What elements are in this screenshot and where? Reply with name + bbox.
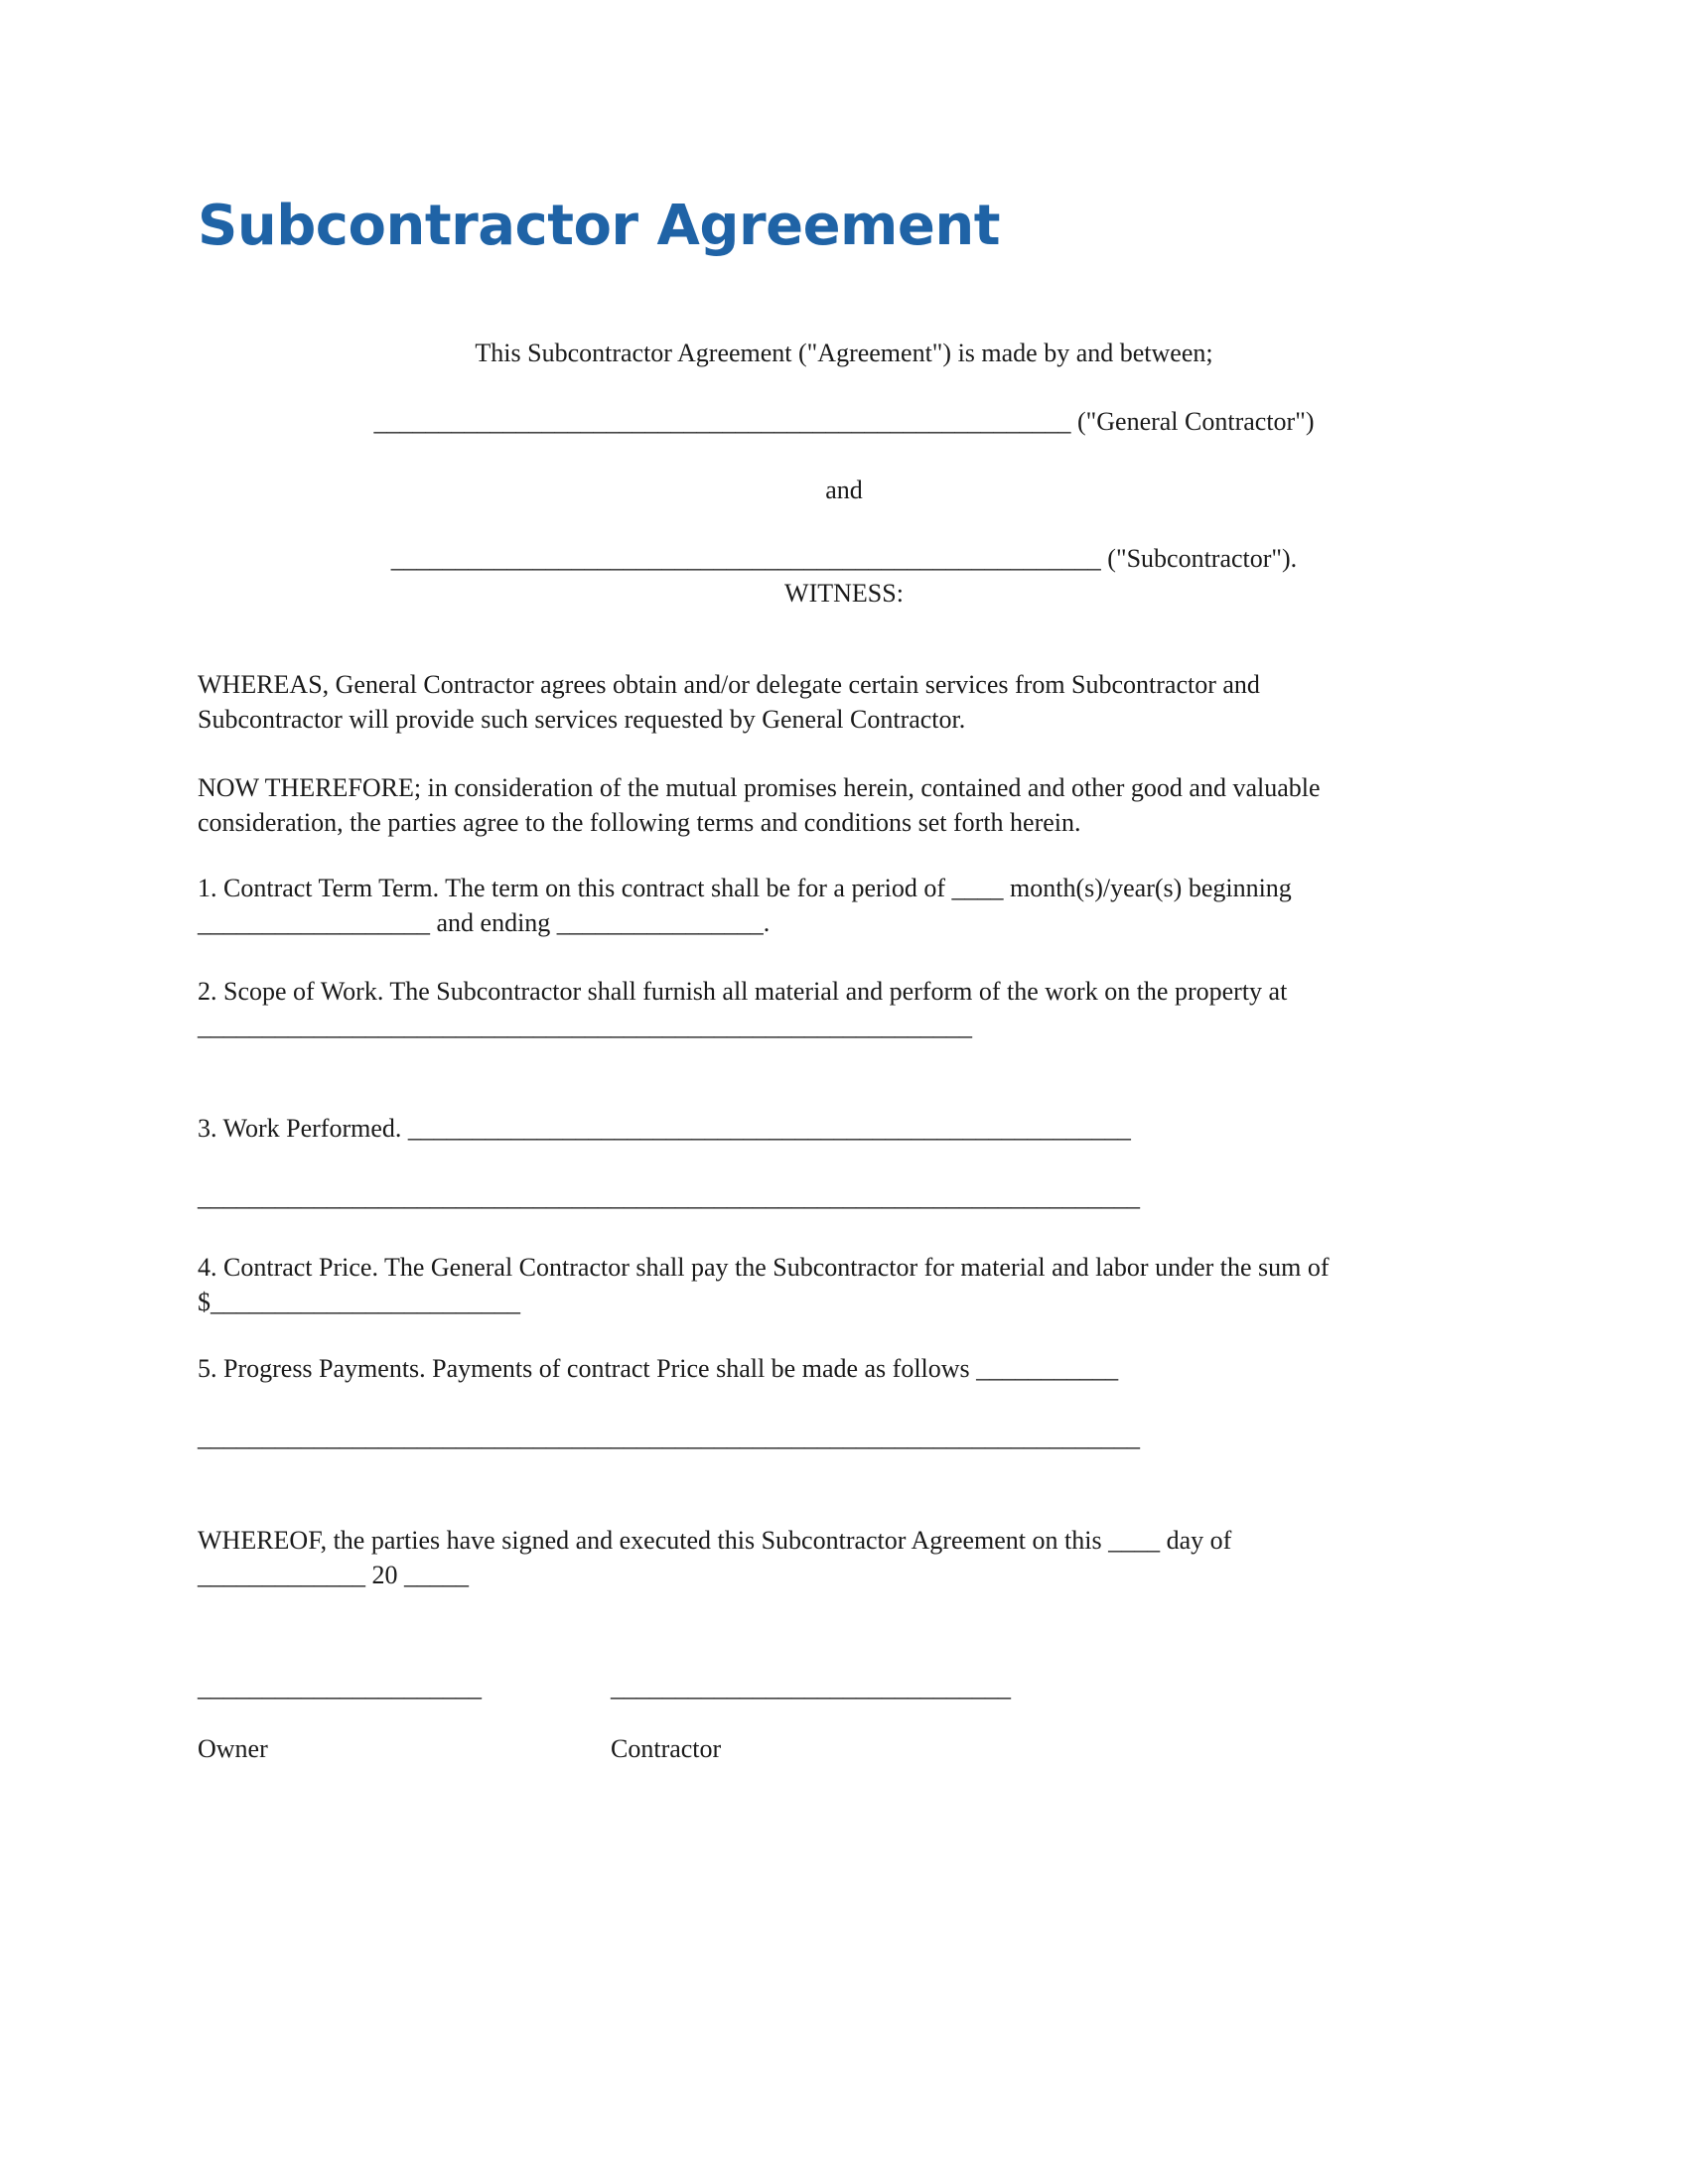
section-1-line-1: 1. Contract Term Term. The term on this contract shall be for a period of ____ month(s)/year(s) beginning (198, 874, 1292, 902)
subcontractor-blank: _______________________________________________________ ("Subcontractor"). (390, 544, 1298, 573)
witness-heading: WITNESS: (784, 579, 904, 608)
section-4-line-2: $________________________ (198, 1288, 520, 1316)
contractor-signature-line: _______________________________ (611, 1673, 1011, 1702)
section-2-line-1: 2. Scope of Work. The Subcontractor shall furnish all material and perform of the work on the property at (198, 977, 1288, 1006)
owner-label: Owner (198, 1734, 268, 1763)
contractor-label: Contractor (611, 1734, 722, 1763)
intro-text: This Subcontractor Agreement ("Agreement") is made by and between; (475, 339, 1213, 367)
whereof-line-1: WHEREOF, the parties have signed and executed this Subcontractor Agreement on this ____ day of (198, 1526, 1232, 1555)
section-4-line-1: 4. Contract Price. The General Contractor shall pay the Subcontractor for material and labor under the sum of (198, 1253, 1330, 1282)
now-therefore-line-2: consideration, the parties agree to the following terms and conditions set forth herein. (198, 808, 1081, 837)
section-1-line-2: __________________ and ending ________________. (198, 908, 771, 937)
general-contractor-blank: ______________________________________________________ ("General Contractor") (373, 407, 1315, 436)
whereas-paragraph-line-2: Subcontractor will provide such services requested by General Contractor. (198, 705, 966, 734)
and-text: and (825, 476, 863, 504)
owner-signature-line: ______________________ (198, 1673, 482, 1702)
section-3-line-2: _________________________________________________________________________ (198, 1182, 1140, 1211)
document-title: Subcontractor Agreement (198, 194, 1001, 258)
section-2-line-2: ____________________________________________________________ (198, 1012, 972, 1040)
section-5-line-1: 5. Progress Payments. Payments of contract Price shall be made as follows ___________ (198, 1354, 1119, 1383)
section-3-line-1: 3. Work Performed. ________________________________________________________ (198, 1114, 1131, 1143)
whereas-paragraph-line-1: WHEREAS, General Contractor agrees obtain and/or delegate certain services from Subcontractor and (198, 670, 1260, 699)
whereof-line-2: _____________ 20 _____ (198, 1561, 469, 1589)
now-therefore-line-1: NOW THEREFORE; in consideration of the mutual promises herein, contained and other good and valuable (198, 773, 1321, 802)
section-5-line-2: _________________________________________________________________________ (198, 1423, 1140, 1451)
